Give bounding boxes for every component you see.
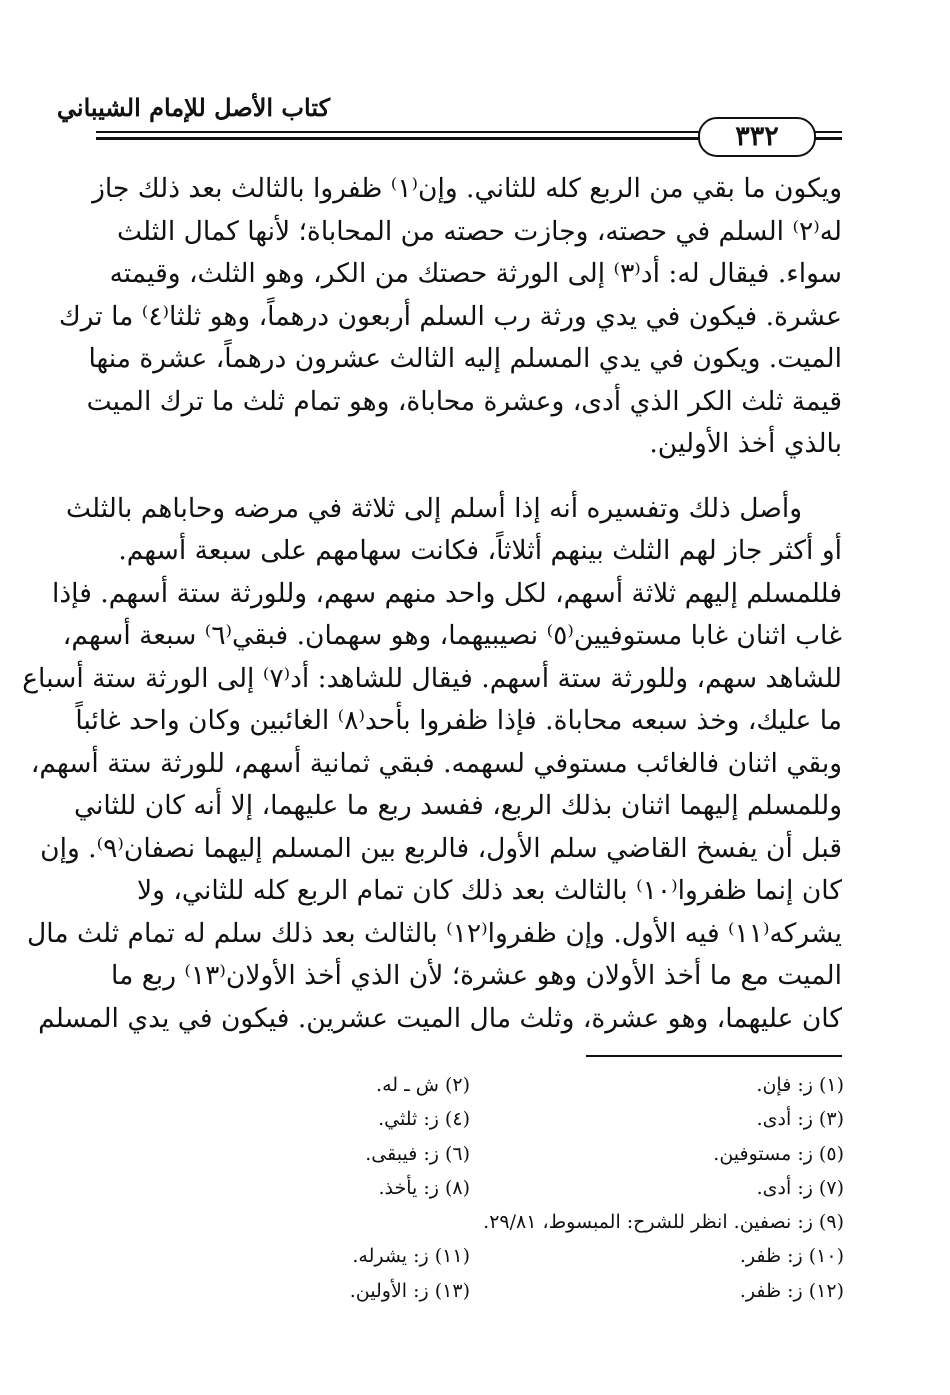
footnote-12: (١٢) ز: ظفر. xyxy=(739,1279,844,1302)
text-line: وللمسلم إليهما اثنان بذلك الربع، ففسد ربع ما عليهما، إلا أنه كان للثاني xyxy=(73,790,842,821)
footnote-9: (٩) ز: نصفين. انظر للشرح: المبسوط، ٢٩/٨١. xyxy=(483,1211,844,1234)
footnotes xyxy=(96,1068,844,1308)
footnote-4: (٤) ز: ثلثي. xyxy=(378,1108,470,1131)
footnote-5: (٥) ز: مستوفين. xyxy=(713,1142,844,1165)
footnote-13: (١٣) ز: الأولين. xyxy=(349,1279,470,1302)
footnote-1: (١) ز: فإن. xyxy=(756,1074,844,1096)
text-line: عشرة. فيكون في يدي ورثة رب السلم أربعون درهماً، وهو ثلثا⁽٤⁾ ما ترك xyxy=(58,300,842,332)
footnote-row xyxy=(96,1239,844,1273)
footnote-8: (٨) ز: يأخذ. xyxy=(378,1176,470,1199)
page-number: ٣٣٢ xyxy=(698,117,816,157)
footnote-6: (٦) ز: فيبقى. xyxy=(365,1142,470,1165)
footnote-row xyxy=(96,1102,844,1136)
footnote-row xyxy=(96,1171,844,1205)
text-line: غاب اثنان غابا مستوفيين⁽٥⁾ نصيبيهما، وهو سهمان. فبقي⁽٦⁾ سبعة أسهم، xyxy=(62,620,842,651)
footnote-7: (٧) ز: أدى. xyxy=(756,1176,844,1199)
footnote-row xyxy=(96,1205,844,1239)
text-line: كان إنما ظفروا⁽١٠⁾ بالثالث بعد ذلك كان تمام الربع كله للثاني، ولا xyxy=(137,875,842,906)
text-line-content: وأصل ذلك وتفسيره أنه إذا أسلم إلى ثلاثة في مرضه وحاباهم بالثلث xyxy=(66,492,802,524)
text-line: قيمة ثلث الكر الذي أدى، وعشرة محاباة، وهو تمام ثلث ما ترك الميت xyxy=(86,385,842,417)
book-title: كتاب الأصل للإمام الشيباني xyxy=(56,93,330,122)
text-line: للشاهد سهم، وللورثة ستة أسهم. فيقال للشاهد: أد⁽٧⁾ إلى الورثة ستة أسباع xyxy=(22,662,842,694)
footnote-row xyxy=(96,1274,844,1308)
text-line: له⁽٢⁾ السلم في حصته، وجازت حصته من المحاباة؛ لأنها كمال الثلث xyxy=(116,215,842,247)
footnote-2: (٢) ش ـ له. xyxy=(376,1074,470,1096)
text-line: وبقي اثنان فالغائب مستوفي لسهمه. فبقي ثمانية أسهم، للورثة ستة أسهم، xyxy=(30,747,842,779)
text-line: أو أكثر جاز لهم الثلث بينهم أثلاثاً، فكانت سهامهم على سبعة أسهم. xyxy=(118,535,842,566)
text-line: سواء. فيقال له: أد⁽٣⁾ إلى الورثة حصتك من الكر، وهو الثلث، وقيمته xyxy=(109,258,842,289)
footnote-10: (١٠) ز: ظفر. xyxy=(739,1245,844,1268)
text-line: ويكون ما بقي من الربع كله للثاني. وإن⁽١⁾ ظفروا بالثالث بعد ذلك جاز xyxy=(92,173,842,204)
text-line: ما عليك، وخذ سبعه محاباة. فإذا ظفروا بأحد⁽٨⁾ الغائبين وكان واحد غائباً xyxy=(75,705,842,736)
text-line: فللمسلم إليهم ثلاثة أسهم، لكل واحد منهم سهم، وللورثة ستة أسهم. فإذا xyxy=(51,577,842,609)
paragraph-gap xyxy=(96,466,842,488)
text-line: بالذي أخذ الأولين. xyxy=(649,428,842,459)
footnote-row xyxy=(96,1137,844,1171)
footnote-3: (٣) ز: أدى. xyxy=(756,1108,844,1131)
text-line: يشركه⁽١١⁾ فيه الأول. وإن ظفروا⁽١٢⁾ بالثالث بعد ذلك سلم له تمام ثلث مال xyxy=(27,917,842,949)
footnote-11: (١١) ز: يشرله. xyxy=(352,1245,470,1268)
text-line: قبل أن يفسخ القاضي سلم الأول، فالربع بين المسلم إليهما نصفان⁽٩⁾. وإن xyxy=(40,832,842,864)
main-text xyxy=(22,168,842,1040)
text-line: الميت. ويكون في يدي المسلم إليه الثالث عشرون درهماً، عشرة منها xyxy=(88,343,842,374)
text-line: الميت مع ما أخذ الأولان وهو عشرة؛ لأن الذي أخذ الأولان⁽١٣⁾ ربع ما xyxy=(111,960,842,991)
footnote-separator xyxy=(586,1055,842,1057)
footnote-row xyxy=(96,1068,844,1102)
text-line xyxy=(66,488,842,531)
text-line: كان عليهما، وهو عشرة، وثلث مال الميت عشرين. فيكون في يدي المسلم xyxy=(38,1002,842,1034)
